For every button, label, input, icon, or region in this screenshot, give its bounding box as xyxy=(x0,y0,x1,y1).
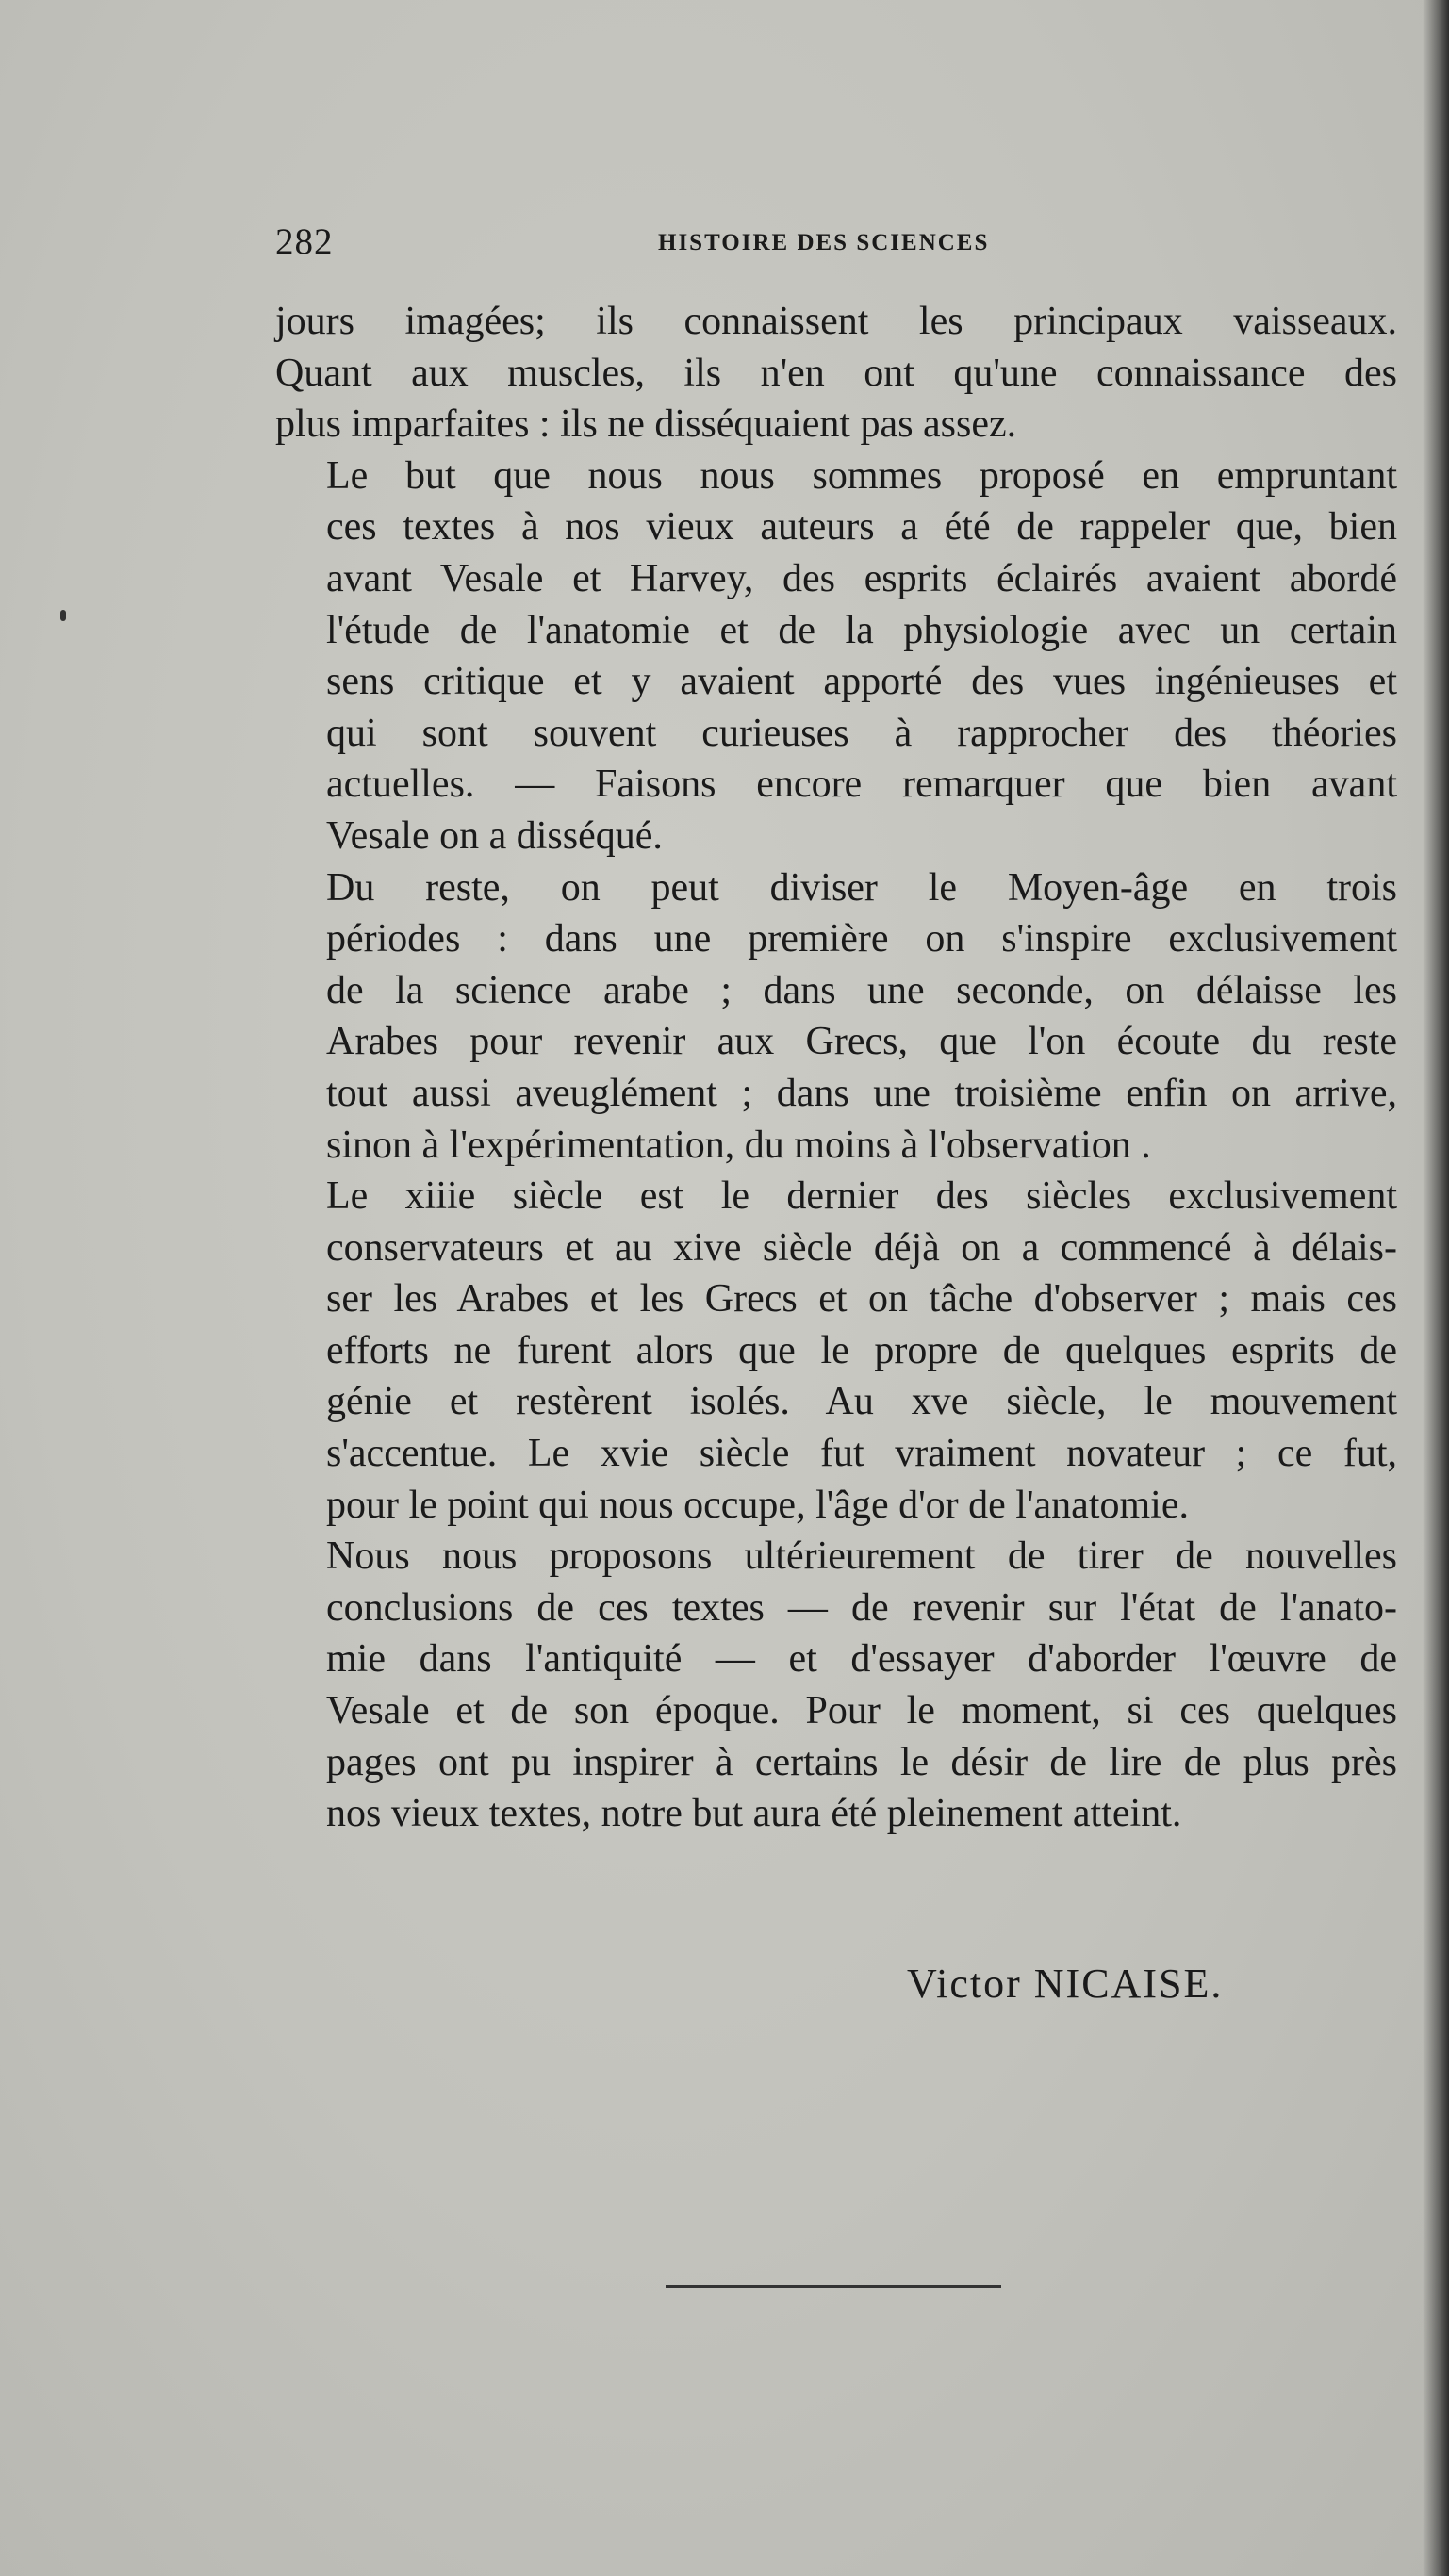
text-line: Quant aux muscles, ils n'en ont qu'une connaissance des xyxy=(275,351,1397,395)
text-line: Arabes pour revenir aux Grecs, que l'on écoute du reste xyxy=(326,1020,1397,1064)
text-line: Nous nous proposons ultérieurement de tirer de nouvelles xyxy=(326,1534,1397,1579)
paragraph-4 xyxy=(275,1171,1397,1531)
text-line: Vesale on a disséqué. xyxy=(326,813,663,858)
spine-shadow xyxy=(1423,0,1449,2576)
ink-speck xyxy=(60,610,66,621)
text-line: l'étude de l'anatomie et de la physiologie avec un certain xyxy=(326,608,1397,652)
text-line: nos vieux textes, notre but aura été pleinement atteint. xyxy=(326,1792,1182,1836)
page-header xyxy=(275,219,1416,266)
paragraph-2 xyxy=(275,451,1397,862)
text-line: plus imparfaites : ils ne disséquaient pas assez. xyxy=(275,402,1017,447)
paragraph-1 xyxy=(275,296,1397,451)
text-line: Du reste, on peut diviser le Moyen-âge en trois xyxy=(326,865,1397,910)
paragraph-5 xyxy=(275,1531,1397,1840)
author-signature: Victor NICAISE. xyxy=(907,1961,1224,2007)
text-line: s'accentue. Le xvie siècle fut vraiment novateur ; ce fut, xyxy=(326,1432,1397,1476)
body-text xyxy=(275,296,1397,1840)
text-line: pour le point qui nous occupe, l'âge d'or de l'anatomie. xyxy=(326,1483,1189,1527)
text-line: Vesale et de son époque. Pour le moment, si ces quelques xyxy=(326,1689,1397,1733)
text-line: conclusions de ces textes — de revenir sur l'état de l'anato- xyxy=(326,1585,1397,1630)
text-line: Le but que nous nous sommes proposé en empruntant xyxy=(326,453,1397,498)
text-line: conservateurs et au xive siècle déjà on a commencé à délais- xyxy=(326,1225,1397,1270)
text-line: tout aussi aveuglément ; dans une troisième enfin on arrive, xyxy=(326,1071,1397,1115)
text-line: génie et restèrent isolés. Au xve siècle, le mouvement xyxy=(326,1380,1397,1424)
text-line: sens critique et y avaient apporté des vues ingénieuses et xyxy=(326,660,1397,704)
text-line: jours imagées; ils connaissent les principaux vaisseaux. xyxy=(275,300,1397,343)
running-head: HISTOIRE DES SCIENCES xyxy=(658,230,990,255)
paragraph-3 xyxy=(275,862,1397,1172)
text-line: périodes : dans une première on s'inspire exclusivement xyxy=(326,917,1397,961)
text-line: de la science arabe ; dans une seconde, on délaisse les xyxy=(326,968,1397,1012)
end-rule xyxy=(666,2285,1001,2288)
text-line: pages ont pu inspirer à certains le désir de lire de plus près xyxy=(326,1740,1397,1784)
text-line: Le xiiie siècle est le dernier des siècles exclusivement xyxy=(326,1174,1397,1219)
text-line: ces textes à nos vieux auteurs a été de rappeler que, bien xyxy=(326,505,1397,550)
text-line: sinon à l'expérimentation, du moins à l'observation . xyxy=(326,1123,1151,1167)
text-line: ser les Arabes et les Grecs et on tâche d'observer ; mais ces xyxy=(326,1277,1397,1321)
text-line: efforts ne furent alors que le propre de quelques esprits de xyxy=(326,1328,1397,1372)
text-line: avant Vesale et Harvey, des esprits éclairés avaient abordé xyxy=(326,556,1397,600)
text-line: mie dans l'antiquité — et d'essayer d'aborder l'œuvre de xyxy=(326,1637,1397,1682)
text-line: actuelles. — Faisons encore remarquer que bien avant xyxy=(326,763,1397,807)
page-number: 282 xyxy=(275,222,334,262)
text-line: qui sont souvent curieuses à rapprocher des théories xyxy=(326,711,1397,755)
